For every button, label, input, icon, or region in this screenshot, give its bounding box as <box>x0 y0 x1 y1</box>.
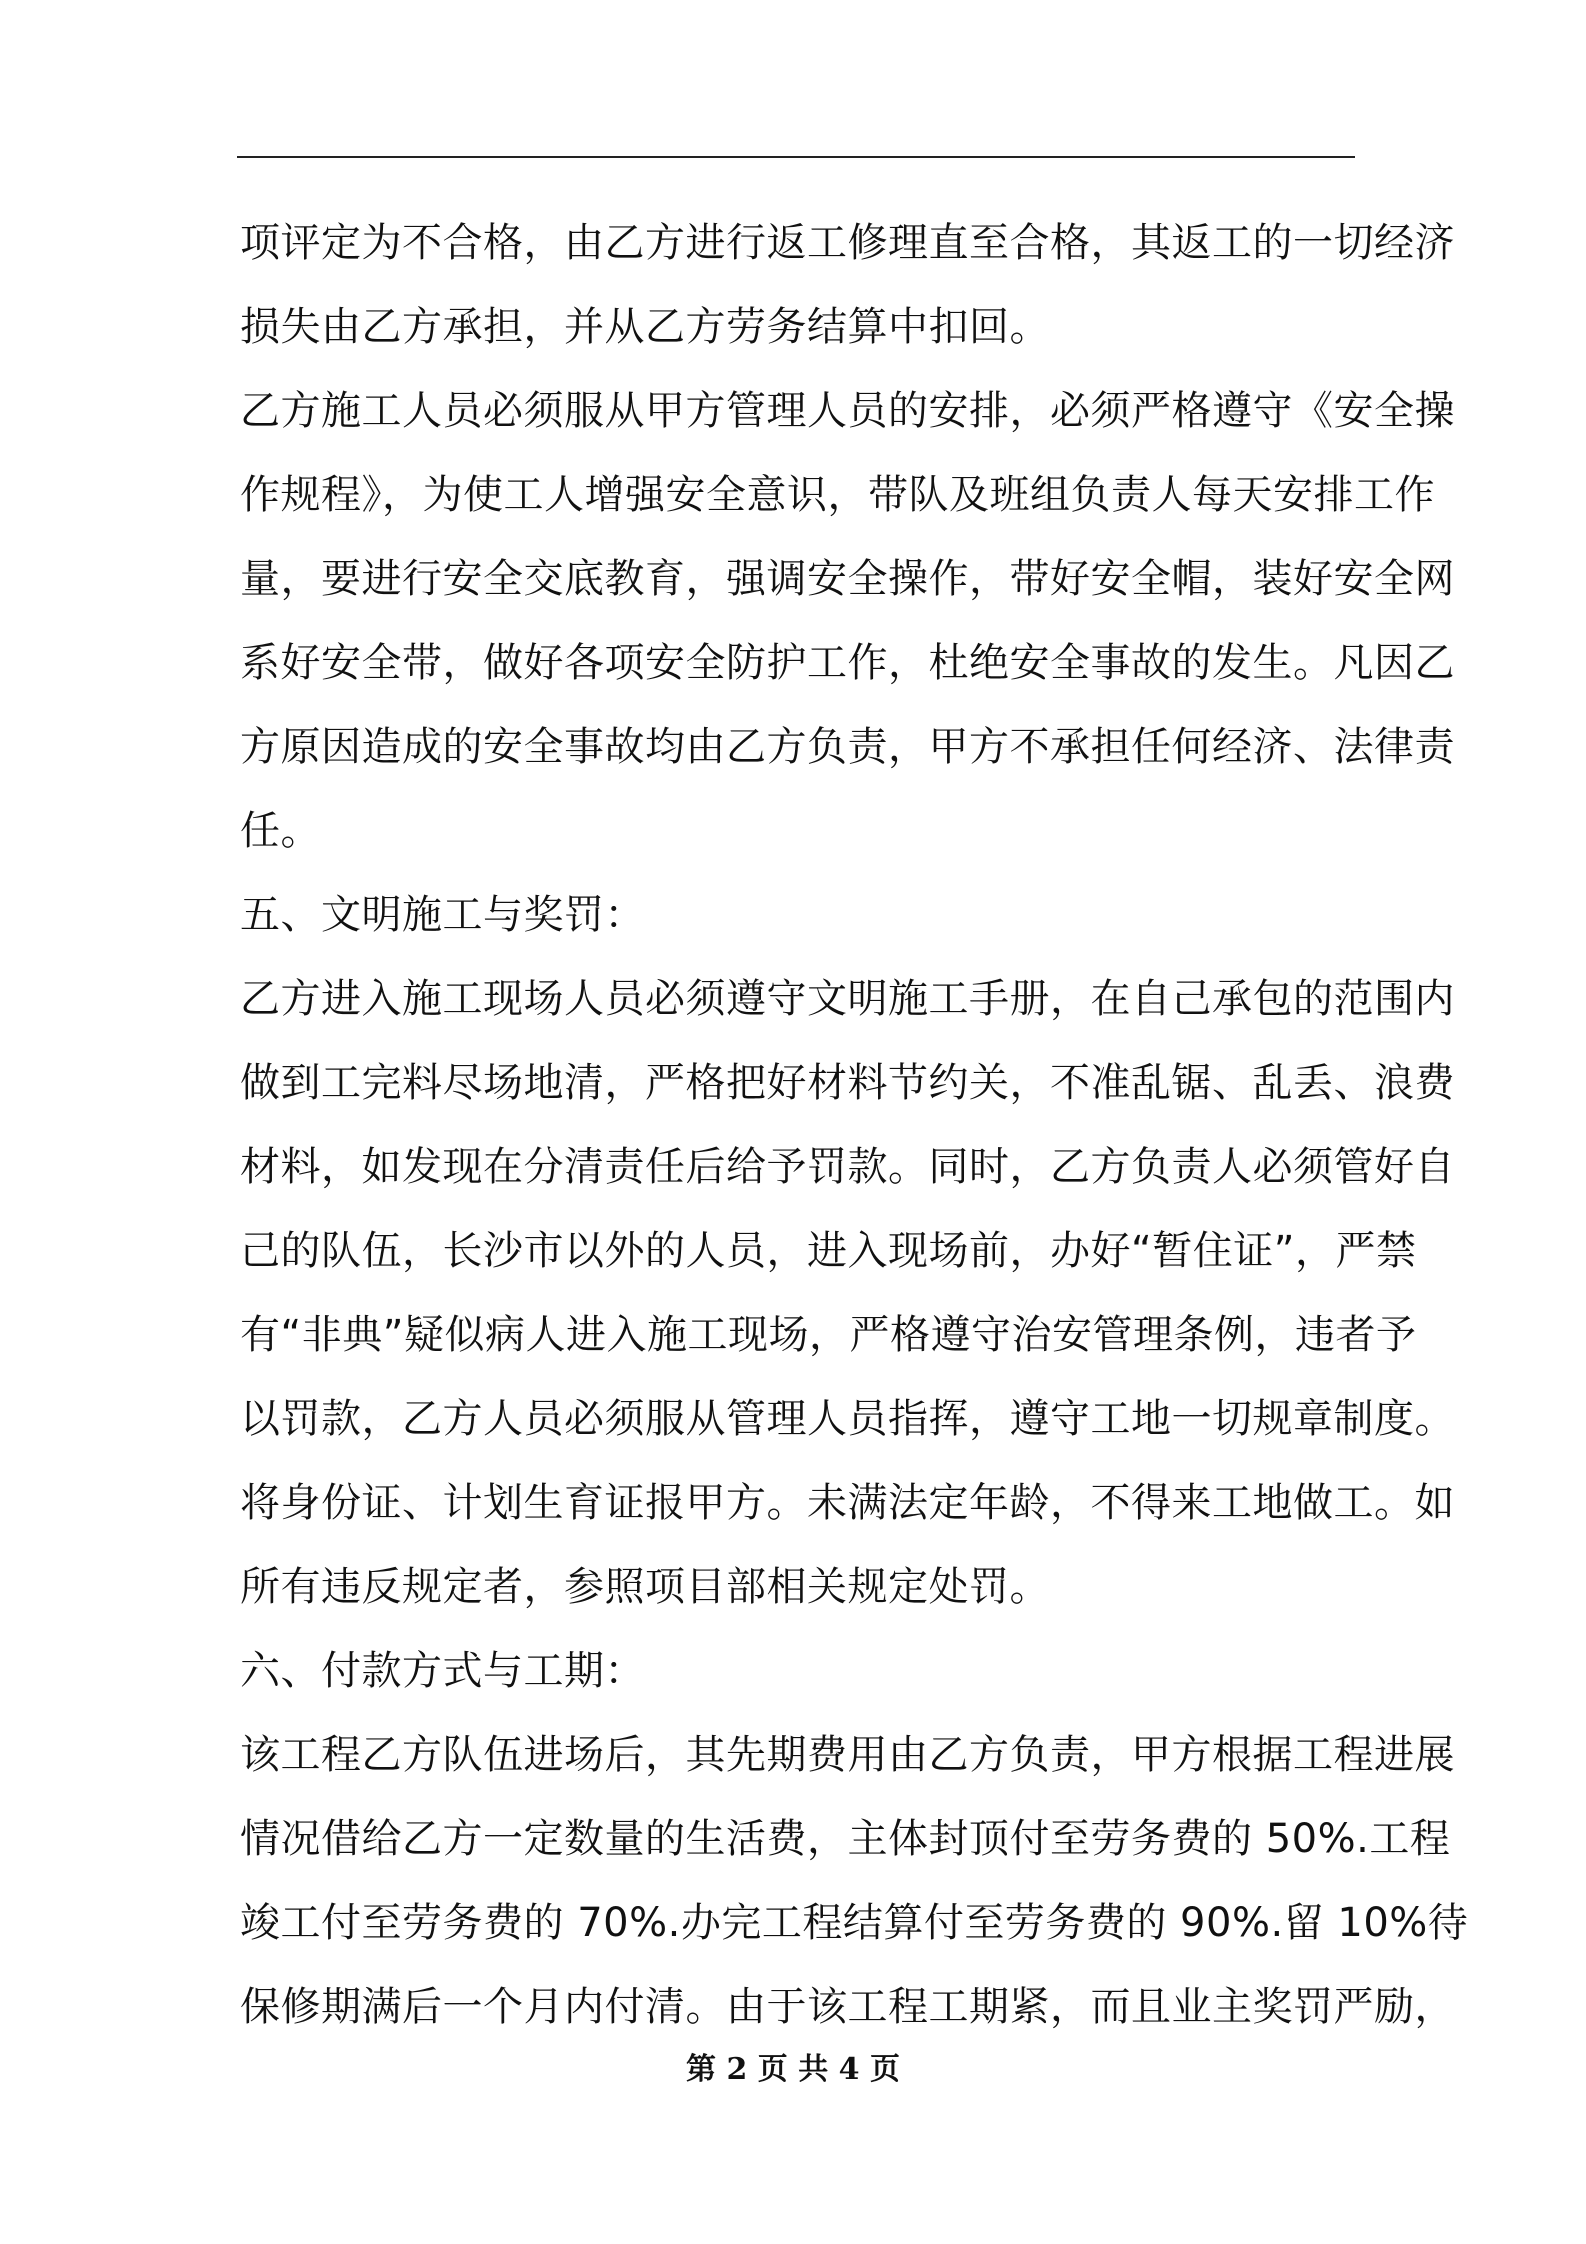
text-line: 将身份证、计划生育证报甲方。未满法定年龄，不得来工地做工。如 <box>240 1480 1455 1526</box>
section-heading: 六、付款方式与工期： <box>240 1648 645 1694</box>
text-line: 己的队伍，长沙市以外的人员，进入现场前，办好“暂住证”，严禁 <box>240 1228 1417 1274</box>
text-line: 以罚款，乙方人员必须服从管理人员指挥，遵守工地一切规章制度。 <box>240 1396 1455 1442</box>
text-line: 量，要进行安全交底教育，强调安全操作，带好安全帽，装好安全网 <box>240 556 1455 602</box>
text-line: 乙方进入施工现场人员必须遵守文明施工手册，在自己承包的范围内 <box>240 976 1455 1022</box>
text-line: 所有违反规定者，参照项目部相关规定处罚。 <box>240 1564 1050 1610</box>
text-line: 竣工付至劳务费的 70%.办完工程结算付至劳务费的 90%.留 10%待 <box>240 1900 1469 1946</box>
header-rule <box>237 156 1355 158</box>
document-body <box>240 208 1469 2056</box>
text-line: 材料，如发现在分清责任后给予罚款。同时，乙方负责人必须管好自 <box>240 1144 1455 1190</box>
text-line: 任。 <box>240 808 321 854</box>
text-line: 方原因造成的安全事故均由乙方负责，甲方不承担任何经济、法律责 <box>240 724 1455 770</box>
text-line: 情况借给乙方一定数量的生活费，主体封顶付至劳务费的 50%.工程 <box>240 1816 1451 1862</box>
text-line: 做到工完料尽场地清，严格把好材料节约关，不准乱锯、乱丢、浪费 <box>240 1060 1455 1106</box>
text-line: 有“非典”疑似病人进入施工现场，严格遵守治安管理条例，违者予 <box>240 1312 1417 1358</box>
text-line: 系好安全带，做好各项安全防护工作，杜绝安全事故的发生。凡因乙 <box>240 640 1455 686</box>
text-line: 作规程》，为使工人增强安全意识，带队及班组负责人每天安排工作 <box>240 472 1435 518</box>
text-line: 项评定为不合格，由乙方进行返工修理直至合格，其返工的一切经济 <box>240 220 1455 266</box>
text-line: 损失由乙方承担，并从乙方劳务结算中扣回。 <box>240 304 1050 350</box>
text-line: 该工程乙方队伍进场后，其先期费用由乙方负责，甲方根据工程进展 <box>240 1732 1455 1778</box>
section-heading: 五、文明施工与奖罚： <box>240 892 645 938</box>
text-line: 保修期满后一个月内付清。由于该工程工期紧，而且业主奖罚严励， <box>240 1984 1455 2030</box>
page-number-footer: 第 2 页 共 4 页 <box>686 2052 900 2087</box>
text-line: 乙方施工人员必须服从甲方管理人员的安排，必须严格遵守《安全操 <box>240 388 1455 434</box>
